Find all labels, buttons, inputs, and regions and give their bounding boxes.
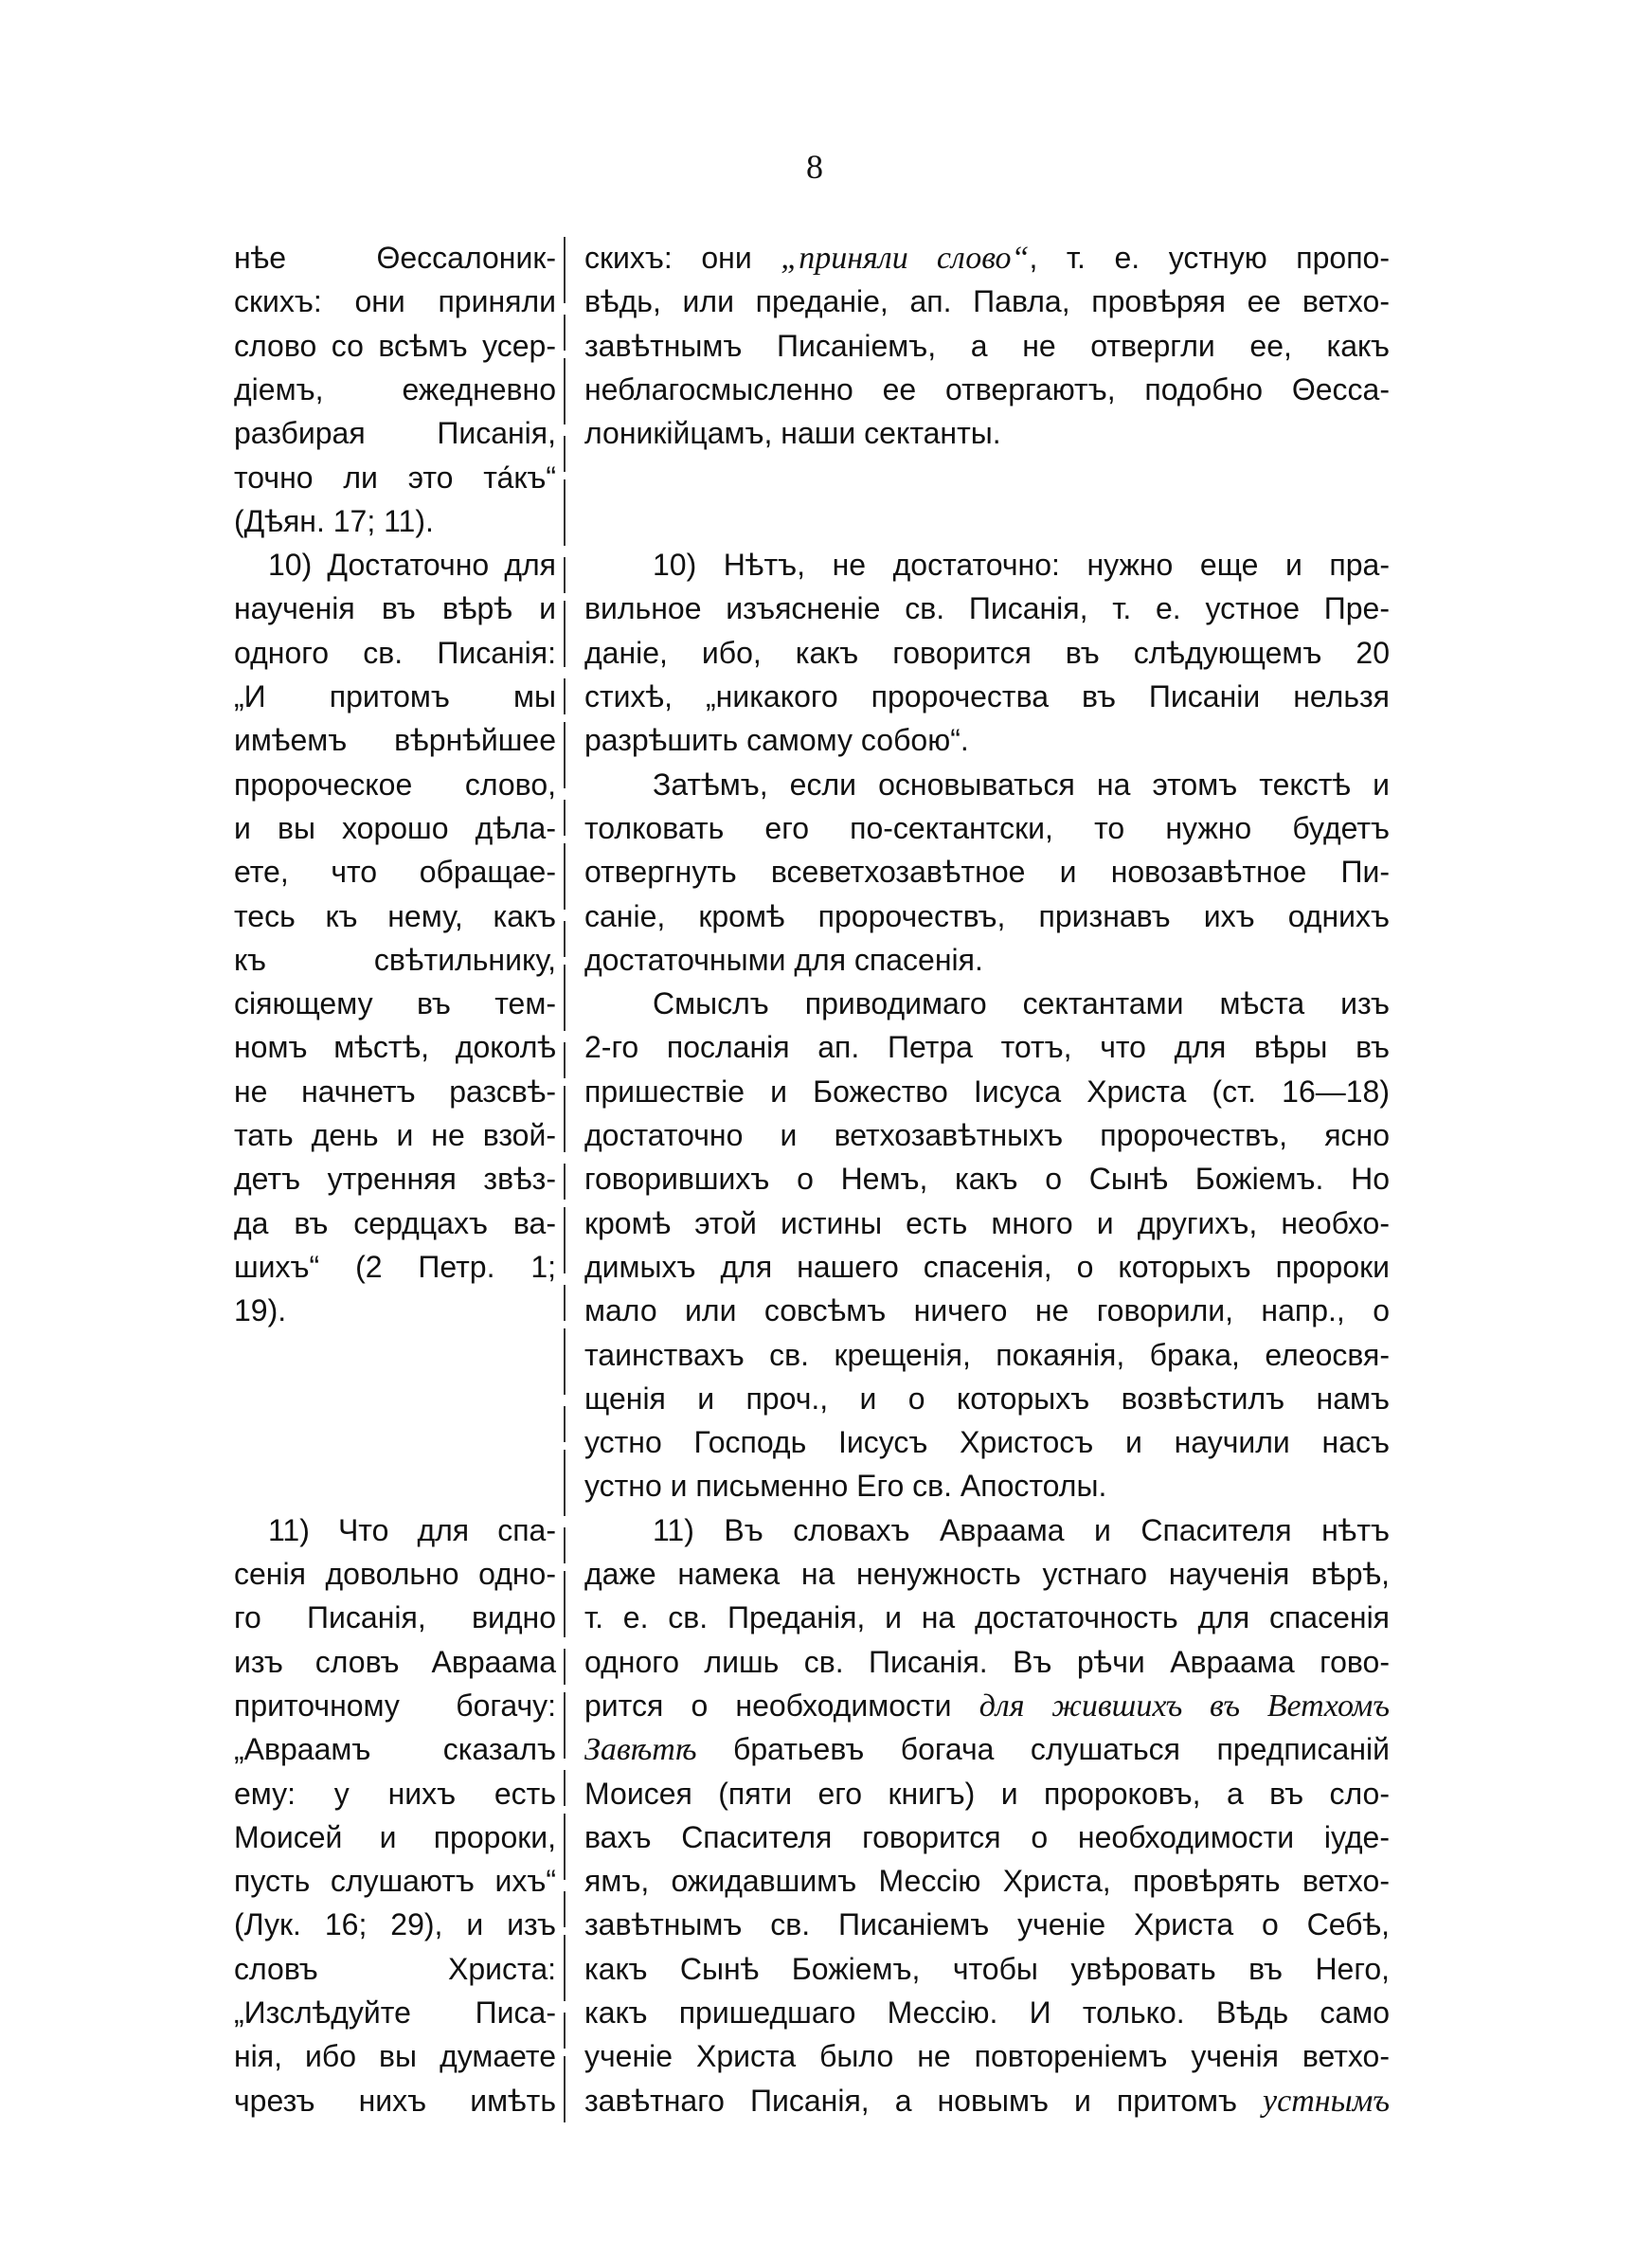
right-text-line: неблагосмысленно ее отвергаютъ, подобно Θесса-	[584, 371, 1390, 406]
left-text-line: скихъ: они приняли	[234, 284, 556, 319]
left-text-line: сiяющему въ тем-	[234, 986, 556, 1021]
text-segment: рится о необходимости	[584, 1688, 979, 1723]
right-text-line: достаточными для спасенiя.	[584, 942, 983, 977]
italic-text: устнымъ	[1263, 2083, 1390, 2119]
right-text-line: одного лишь св. Писанiя. Въ рѣчи Авраама гово-	[584, 1644, 1390, 1679]
left-text-line: пусть слушаютъ ихъ“	[234, 1864, 556, 1899]
right-text-line: таинствахъ св. крещенiя, покаянiя, брака, елеосвя-	[584, 1337, 1390, 1372]
right-text-line: вильное изъясненiе св. Писанiя, т. е. устное Пре-	[584, 591, 1390, 626]
left-text-line: точно ли это та́къ“	[234, 460, 556, 495]
right-text-line: димыхъ для нашего спасенiя, о которыхъ пророки	[584, 1249, 1390, 1284]
left-text-line: пророческое слово,	[234, 767, 556, 802]
right-text-line: ученiе Христа было не повторенiемъ ученiя ветхо-	[584, 2039, 1390, 2074]
left-text-line: чрезъ нихъ имѣть	[234, 2083, 556, 2118]
right-text-line: достаточно и ветхозавѣтныхъ пророчествъ, ясно	[584, 1118, 1390, 1152]
right-text-line: вѣдь, или преданiе, ап. Павла, провѣряя ее ветхо-	[584, 284, 1390, 319]
text-segment: завѣтнаго Писанiя, а новымъ и притомъ	[584, 2083, 1264, 2118]
right-text-line: данiе, ибо, какъ говорится въ слѣдующемъ 20	[584, 635, 1390, 670]
right-text-line: завѣтнымъ Писанiемъ, а не отвергли ее, какъ	[584, 328, 1390, 363]
left-text-line: одного св. Писанiя:	[234, 635, 556, 670]
italic-text: Завѣтѣ	[584, 1732, 697, 1768]
left-text-line: имѣемъ вѣрнѣйшее	[234, 723, 556, 758]
italic-text: „приняли слово“	[781, 241, 1030, 276]
page-number: 8	[806, 148, 823, 186]
right-text-line: кромѣ этой истины есть много и другихъ, необхо-	[584, 1205, 1390, 1240]
left-text-line: да въ сердцахъ ва-	[234, 1205, 556, 1240]
left-text-line: го Писанiя, видно	[234, 1600, 556, 1635]
left-text-line: и вы хорошо дѣла-	[234, 810, 556, 845]
left-text-line: нѣе Θессалоник-	[234, 241, 556, 275]
right-text-line: Затѣмъ, если основываться на этомъ текстѣ и	[653, 767, 1390, 802]
italic-text: для жившихъ въ Ветхомъ	[979, 1688, 1390, 1724]
right-text-line	[584, 2079, 1390, 2122]
right-text-line: 10) Нѣтъ, не достаточно: нужно еще и пра-	[653, 548, 1390, 583]
right-text-line: лоникiйцамъ, наши сектанты.	[584, 416, 1001, 451]
column-divider	[564, 237, 566, 2122]
right-text-line	[584, 1727, 1390, 1771]
right-text-line: вахъ Спасителя говорится о необходимости iуде-	[584, 1819, 1390, 1854]
text-segment: скихъ: они	[584, 241, 781, 275]
right-text-line: устно и письменно Его св. Апостолы.	[584, 1469, 1107, 1504]
right-text-line	[584, 236, 1390, 280]
left-text-line: разбирая Писанiя,	[234, 416, 556, 451]
right-text-line: толковать его по-сектантски, то нужно будетъ	[584, 810, 1390, 845]
left-text-line: не начнетъ разсвѣ-	[234, 1074, 556, 1109]
left-text-line: словъ Христа:	[234, 1951, 556, 1986]
left-text-line: сенiя довольно одно-	[234, 1557, 556, 1591]
left-text-line: 19).	[234, 1293, 287, 1328]
right-text-line: разрѣшить самому собою“.	[584, 723, 969, 758]
right-text-line: отвергнуть всеветхозавѣтное и новозавѣтное Пи-	[584, 855, 1390, 890]
left-text-line: 10) Достаточно для	[268, 548, 556, 583]
right-text-line: 11) Въ словахъ Авраама и Спасителя нѣтъ	[653, 1512, 1390, 1547]
left-text-line: „Изслѣдуйте Писа-	[234, 1995, 556, 2030]
right-text-line: какъ пришедшаго Мессiю. И только. Вѣдь само	[584, 1995, 1390, 2030]
left-text-line: „Авраамъ сказалъ	[234, 1732, 556, 1767]
right-text-line: пришествiе и Божество Iисуса Христа (ст. 16—18)	[584, 1074, 1390, 1109]
right-text-line: говорившихъ о Немъ, какъ о Сынѣ Божiемъ. Но	[584, 1162, 1390, 1197]
right-text-line: даже намека на ненужность устнаго наученiя вѣрѣ,	[584, 1557, 1390, 1591]
right-text-line: какъ Сынѣ Божiемъ, чтобы увѣровать въ Него,	[584, 1951, 1390, 1986]
left-text-line: изъ словъ Авраама	[234, 1644, 556, 1679]
left-text-line: слово со всѣмъ усер-	[234, 328, 556, 363]
left-text-line: шихъ“ (2 Петр. 1;	[234, 1249, 556, 1284]
right-text-line: щенiя и проч., и о которыхъ возвѣстилъ намъ	[584, 1381, 1390, 1416]
left-text-line: тесь къ нему, какъ	[234, 898, 556, 933]
left-text-line: (Лук. 16; 29), и изъ	[234, 1907, 556, 1942]
left-text-line: „И притомъ мы	[234, 679, 556, 713]
left-text-line: къ свѣтильнику,	[234, 942, 556, 977]
left-text-line: номъ мѣстѣ, доколѣ	[234, 1030, 556, 1065]
right-text-line: санiе, кромѣ пророчествъ, признавъ ихъ однихъ	[584, 898, 1390, 933]
text-segment: братьевъ богача слушаться предписанiй	[696, 1732, 1390, 1767]
left-text-line: Моисей и пророки,	[234, 1819, 556, 1854]
left-text-line: наученiя въ вѣрѣ и	[234, 591, 556, 626]
right-text-line	[584, 1684, 1390, 1727]
left-text-line: нiя, ибо вы думаете	[234, 2039, 556, 2074]
left-text-line: приточному богачу:	[234, 1688, 556, 1723]
right-text-line: устно Господь Iисусъ Христосъ и научили насъ	[584, 1425, 1390, 1460]
right-text-line: т. е. св. Преданiя, и на достаточность для спасенiя	[584, 1600, 1390, 1635]
left-text-line: детъ утренняя звѣз-	[234, 1162, 556, 1197]
left-text-line: ете, что обращае-	[234, 855, 556, 890]
right-text-line: ямъ, ожидавшимъ Мессiю Христа, провѣрять ветхо-	[584, 1864, 1390, 1899]
left-text-line: тать день и не взой-	[234, 1118, 556, 1152]
right-text-line: Смыслъ приводимаго сектантами мѣста изъ	[653, 986, 1390, 1021]
text-segment: , т. е. устную пропо-	[1029, 241, 1391, 275]
right-text-line: мало или совсѣмъ ничего не говорили, напр., о	[584, 1293, 1390, 1328]
right-text-line: Моисея (пяти его книгъ) и пророковъ, а въ сло-	[584, 1776, 1390, 1811]
right-text-line: завѣтнымъ св. Писанiемъ ученiе Христа о Себѣ,	[584, 1907, 1390, 1942]
left-text-line: (Дѣян. 17; 11).	[234, 503, 434, 538]
left-text-line: ему: у нихъ есть	[234, 1776, 556, 1811]
right-text-line: 2-го посланiя ап. Петра тотъ, что для вѣры въ	[584, 1030, 1390, 1065]
left-text-line: дiемъ, ежедневно	[234, 371, 556, 406]
left-text-line: 11) Что для спа-	[268, 1512, 556, 1547]
right-text-line: стихѣ, „никакого пророчества въ Писанiи нельзя	[584, 679, 1390, 713]
